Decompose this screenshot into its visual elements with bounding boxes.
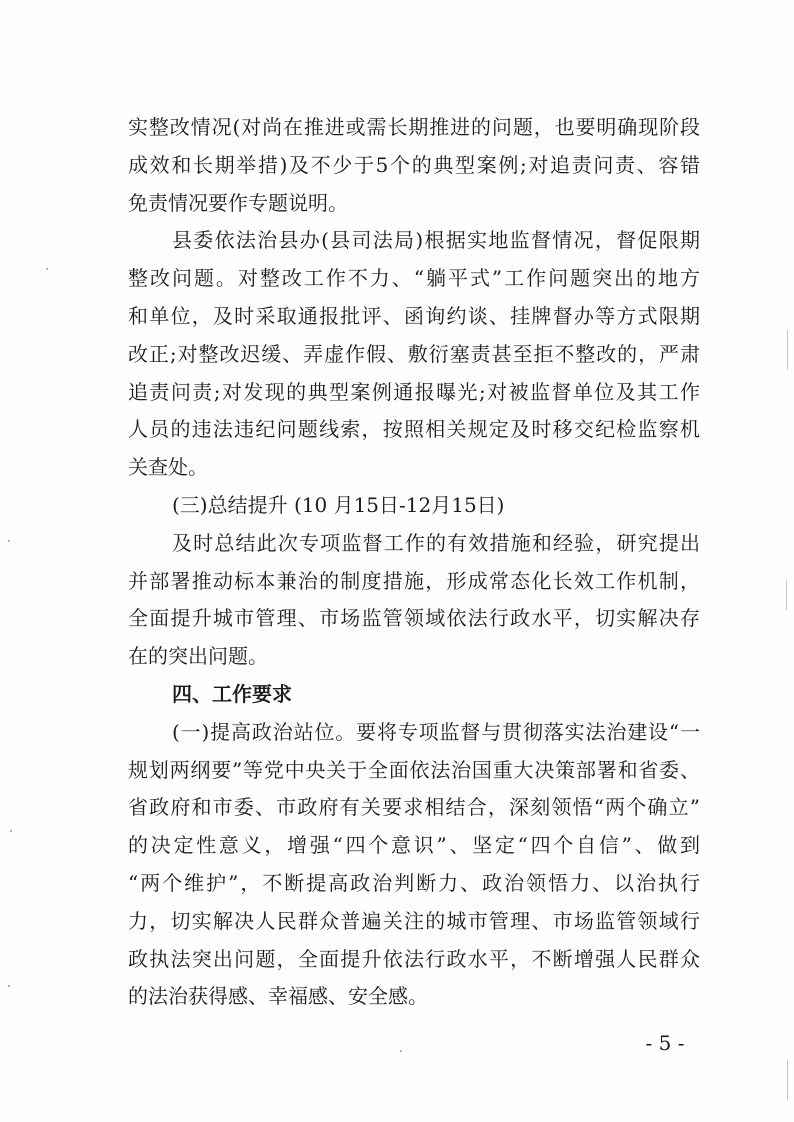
text-line: 人员的违法违纪问题线索，按照相关规定及时移交纪检监察机 <box>128 417 700 442</box>
text-line: 免责情况要作专题说明。 <box>128 190 348 215</box>
text-line: 力，切实解决人民群众普遍关注的城市管理、市场监管领域行 <box>128 908 700 933</box>
text-line: 关查处。 <box>128 455 208 480</box>
text-line: 并部署推动标本兼治的制度措施，形成常态化长效工作机制， <box>128 568 700 593</box>
text-line: 追责问责;对发现的典型案例通报曝光;对被监督单位及其工作 <box>128 379 700 404</box>
scan-speck <box>8 540 10 542</box>
text-line: “两个维护”，不断提高政治判断力、政治领悟力、以治执行 <box>128 870 700 895</box>
section-heading: 四、工作要求 <box>172 681 292 706</box>
text-line: 省政府和市委、市政府有关要求相结合，深刻领悟“两个确立” <box>128 795 700 820</box>
text-line: 在的突出问题。 <box>128 644 268 669</box>
text-line: 政执法突出问题，全面提升依法行政水平，不断增强人民群众 <box>128 946 700 971</box>
text-line: 成效和长期举措)及不少于5个的典型案例;对追责问责、容错 <box>128 152 700 177</box>
scan-speck <box>46 268 48 270</box>
page-number: - 5 - <box>645 1031 685 1055</box>
scan-speck <box>400 1050 402 1052</box>
scan-edge-mark <box>786 580 787 610</box>
text-line: 整改问题。对整改工作不力、“躺平式”工作问题突出的地方 <box>128 266 700 291</box>
text-line: 全面提升城市管理、市场监管领域依法行政水平，切实解决存 <box>128 606 700 631</box>
text-line: 改正;对整改迟缓、弄虚作假、敷衍塞责甚至拒不整改的，严肃 <box>128 341 700 366</box>
subsection-title: (三)总结提升 (10 月15日-12月15日) <box>172 492 505 517</box>
scan-speck <box>8 985 10 987</box>
body-text <box>128 109 700 1016</box>
scan-speck <box>10 830 12 832</box>
text-line: 规划两纲要”等党中央关于全面依法治国重大决策部署和省委、 <box>128 757 700 782</box>
text-line: 实整改情况(对尚在推进或需长期推进的问题，也要明确现阶段 <box>128 115 700 139</box>
paragraph-start-line: 县委依法治县办(县司法局)根据实地监督情况，督促限期 <box>172 228 700 253</box>
scan-edge-mark <box>787 1060 788 1100</box>
text-line: 和单位，及时采取通报批评、函询约谈、挂牌督办等方式限期 <box>128 303 700 328</box>
paragraph-start-line: (一)提高政治站位。要将专项监督与贯彻落实法治建设“一 <box>172 719 700 744</box>
paragraph-start-line: 及时总结此次专项监督工作的有效措施和经验，研究提出 <box>172 530 700 555</box>
scan-edge-mark <box>787 330 788 370</box>
text-line: 的法治获得感、幸福感、安全感。 <box>128 984 428 1009</box>
text-line: 的决定性意义，增强“四个意识”、坚定“四个自信”、做到 <box>128 833 700 858</box>
